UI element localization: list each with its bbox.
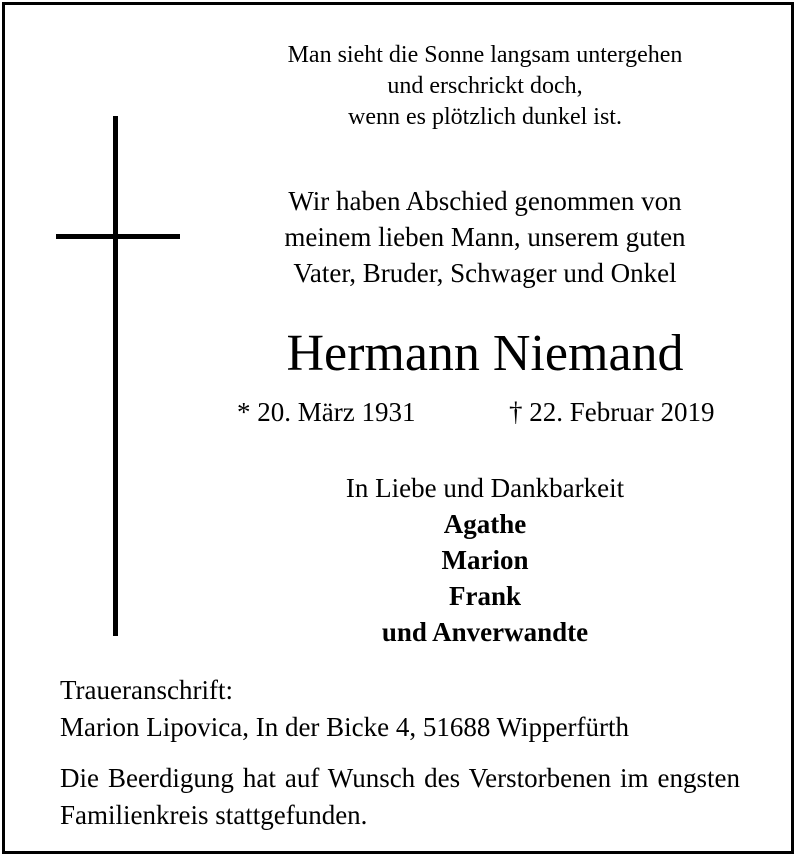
mourner-name: und Anverwandte	[381, 617, 589, 647]
mourner-name: Frank	[448, 581, 521, 611]
poem-line: und erschrickt doch,	[387, 73, 583, 99]
cross-horizontal-bar	[56, 234, 180, 239]
cross-vertical-bar	[113, 116, 118, 636]
death-date: † 22. Februar 2019	[509, 397, 715, 427]
birth-date: * 20. März 1931	[237, 397, 416, 427]
mourners-lead: In Liebe und Dankbarkeit	[345, 473, 625, 503]
poem	[230, 40, 740, 133]
address-label: Traueranschrift:	[60, 675, 233, 705]
deceased-name: Hermann Niemand	[286, 325, 684, 382]
mourning-address	[60, 672, 629, 746]
poem-line: Man sieht die Sonne langsam untergehen	[287, 42, 683, 68]
intro-text	[230, 183, 740, 291]
intro-line: meinem lieben Mann, unserem guten	[284, 222, 686, 252]
poem-line: wenn es plötzlich dunkel ist.	[348, 104, 622, 130]
mourners	[230, 470, 740, 650]
intro-line: Vater, Bruder, Schwager und Onkel	[293, 258, 677, 288]
mourner-name: Agathe	[443, 509, 527, 539]
intro-line: Wir haben Abschied genommen von	[288, 186, 682, 216]
address-value: Marion Lipovica, In der Bicke 4, 51688 Wipperfürth	[60, 712, 630, 742]
cross-icon	[56, 116, 180, 636]
funeral-notice: Die Beerdigung hat auf Wunsch des Verstorbenen im engsten Familienkreis stattgefunden.	[60, 763, 740, 830]
life-dates	[0, 394, 800, 434]
mourner-name: Marion	[441, 545, 529, 575]
